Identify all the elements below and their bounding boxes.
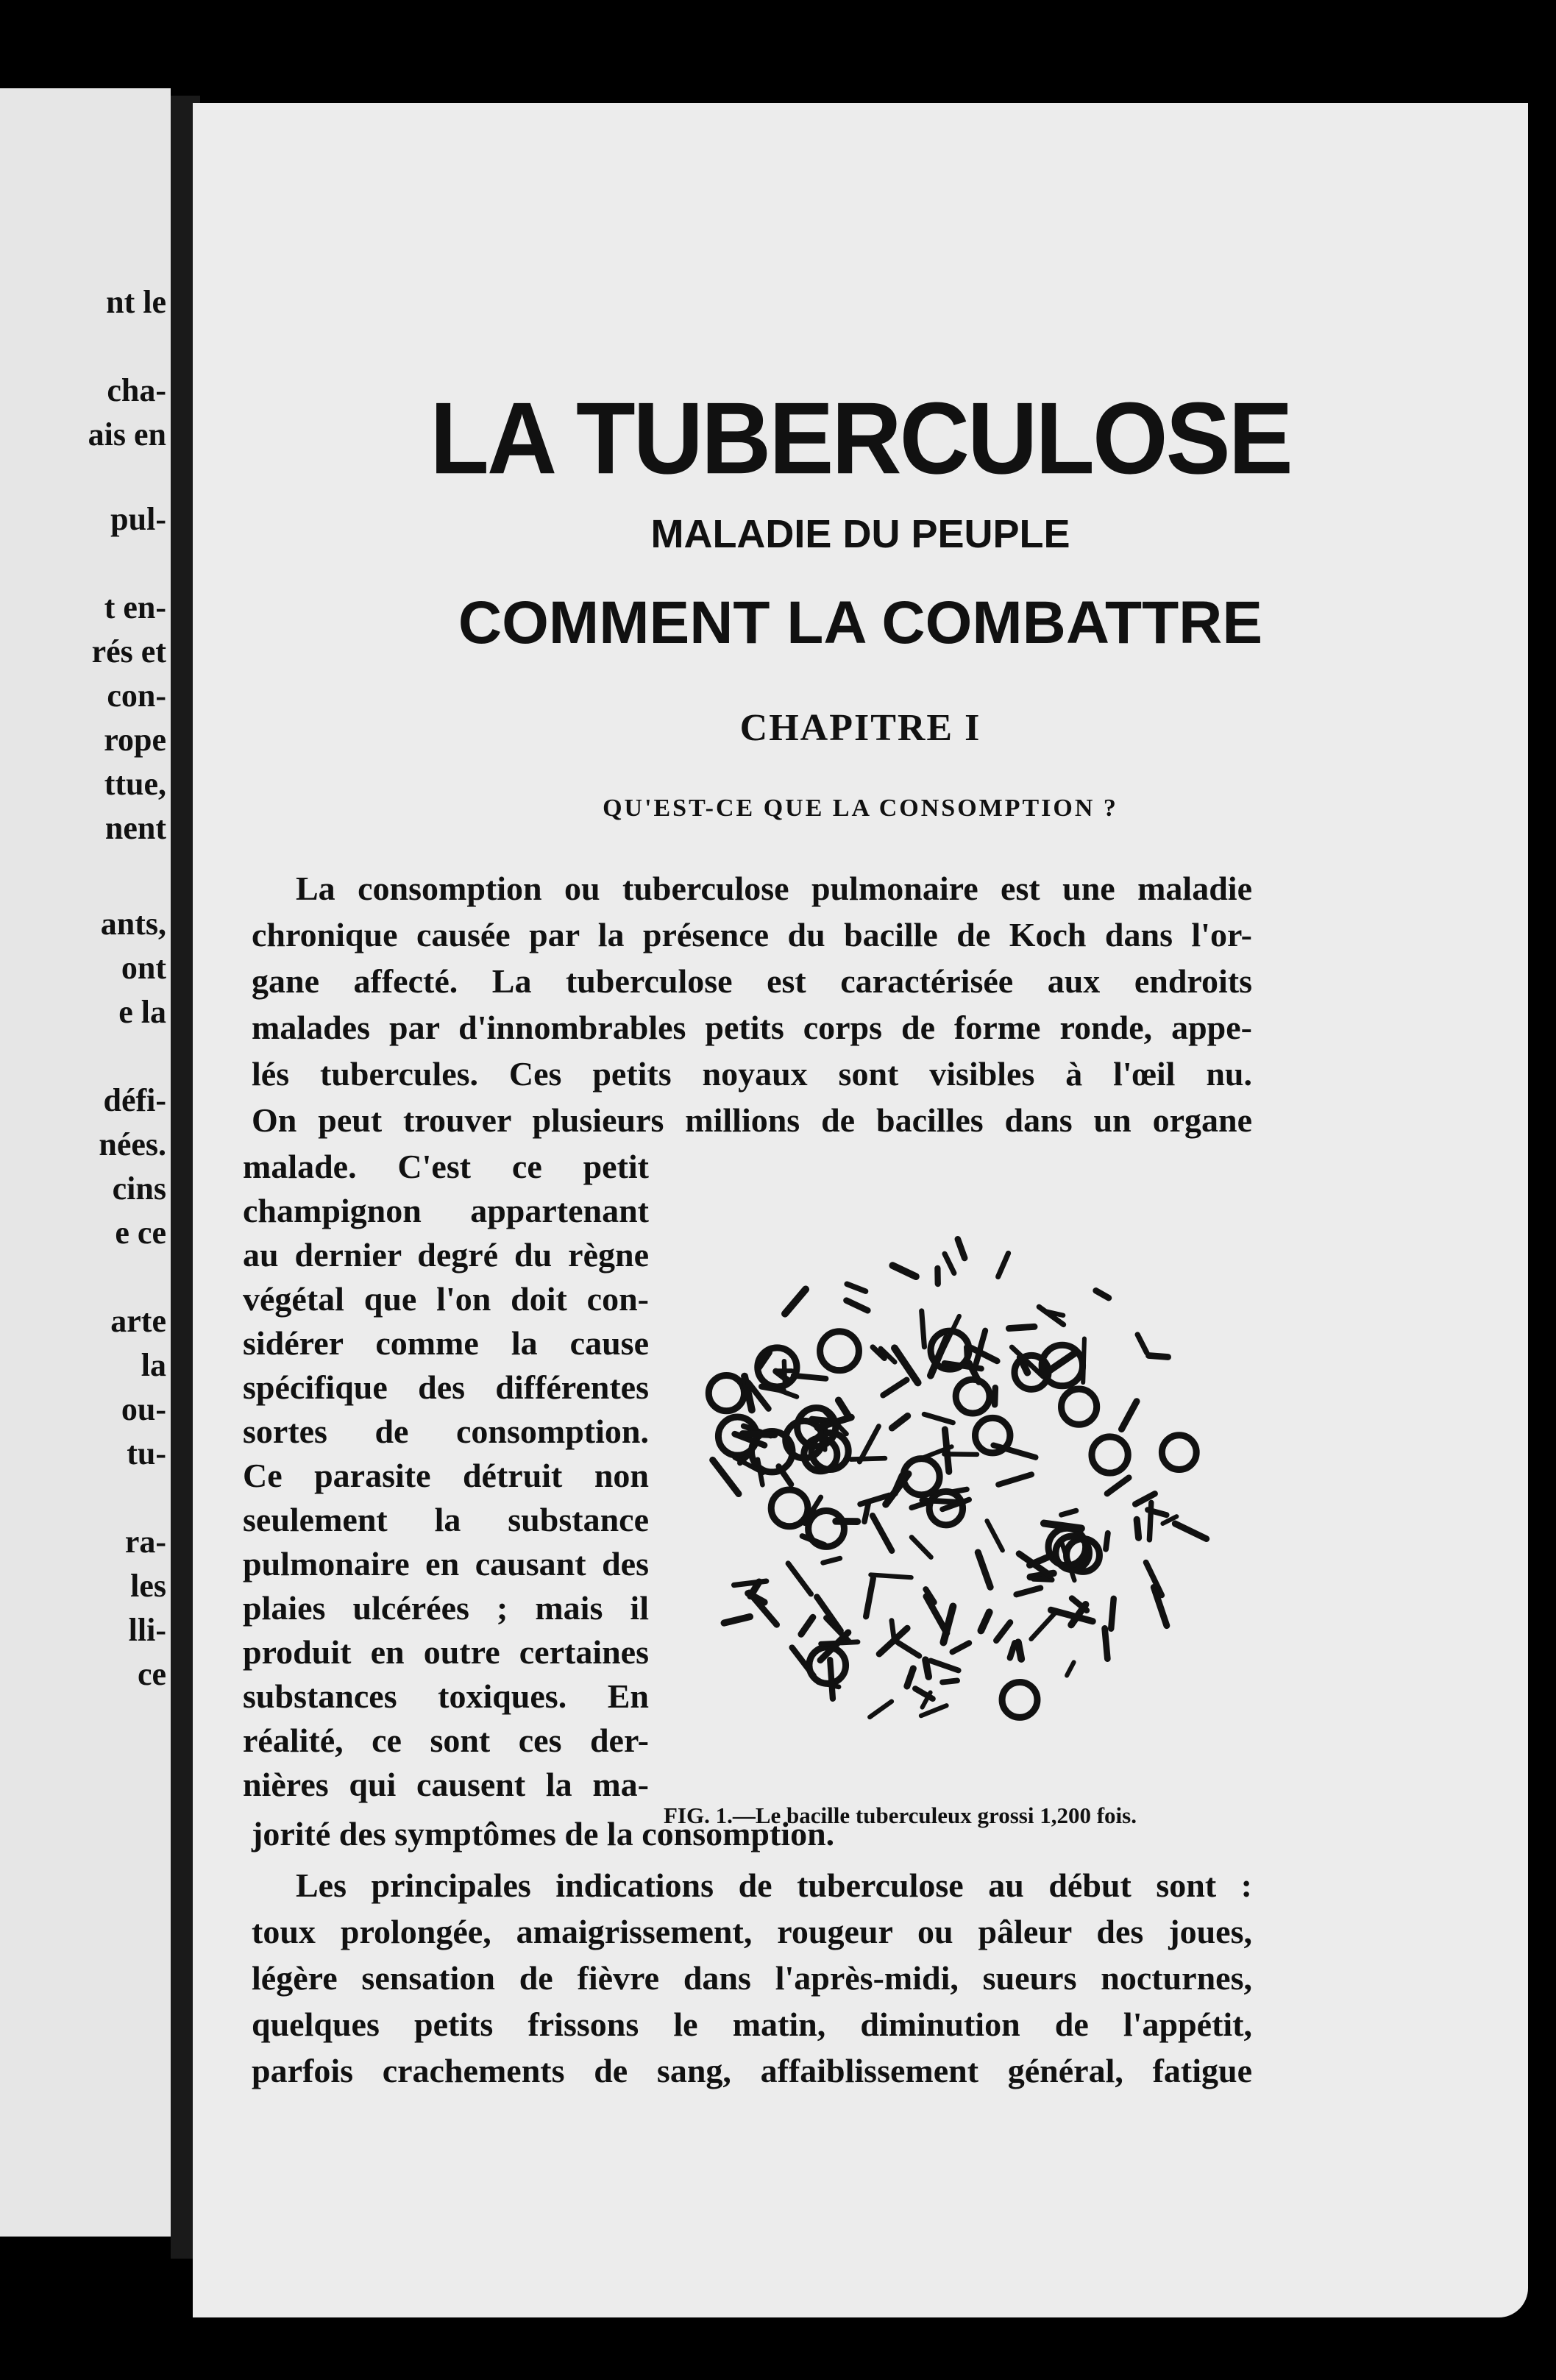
left-page-text-fragment: ants,: [100, 906, 166, 942]
bacillus-mark: [966, 1347, 967, 1364]
bacillus-mark: [801, 1617, 813, 1634]
body-line: sortes de consomption.: [243, 1413, 649, 1450]
left-page-text-fragment: cins: [112, 1171, 166, 1207]
body-line: Les principales indications de tuberculose au début sont :: [296, 1866, 1252, 1904]
body-line: parfois crachements de sang, affaiblissement général, fatigue: [252, 2052, 1252, 2089]
bacillus-mark: [1018, 1642, 1021, 1659]
bacillus-mark: [870, 1702, 892, 1717]
bacillus-mark: [931, 1660, 959, 1670]
bacillus-mark: [945, 1254, 954, 1273]
body-line: gane affecté. La tuberculose est caractérisée aux endroits: [252, 962, 1252, 1000]
bacillus-mark: [998, 1253, 1009, 1276]
bacillus-mark: [1009, 1326, 1034, 1328]
bacillus-mark: [830, 1660, 833, 1699]
bacillus-mark: [976, 1331, 985, 1364]
bacillus-mark: [892, 1621, 895, 1642]
left-page-text-fragment: les: [130, 1568, 166, 1604]
body-line: au dernier degré du règne: [243, 1236, 649, 1274]
bacillus-illustration: [671, 1192, 1230, 1758]
body-line: quelques petits frissons le matin, diminution de l'appétit,: [252, 2006, 1252, 2043]
page-title: LA TUBERCULOSE: [430, 381, 1291, 495]
cell-mark: [771, 1490, 808, 1527]
bacillus-mark: [898, 1643, 920, 1656]
body-line: chronique causée par la présence du bacille de Koch dans l'or-: [252, 916, 1252, 953]
left-page-text-fragment: pul-: [110, 501, 166, 537]
bacillus-mark: [742, 1434, 774, 1435]
left-page-text-fragment: con-: [107, 678, 166, 714]
left-page-text-fragment: ce: [137, 1656, 166, 1692]
body-line: plaies ulcérées ; mais il: [243, 1589, 649, 1627]
body-line: sidérer comme la cause: [243, 1324, 649, 1362]
body-line: végétal que l'on doit con-: [243, 1280, 649, 1318]
bacillus-mark: [1149, 1502, 1151, 1539]
bacillus-mark: [847, 1284, 865, 1291]
left-page-text-fragment: tu-: [127, 1435, 166, 1471]
bacillus-mark: [1034, 1579, 1052, 1580]
left-page-text-fragment: ou-: [121, 1391, 166, 1427]
bacillus-mark: [907, 1669, 913, 1686]
book-page: [193, 103, 1528, 2317]
bacillus-mark: [1107, 1477, 1129, 1493]
bacillus-mark: [1067, 1662, 1073, 1675]
bacillus-mark: [873, 1516, 892, 1551]
bacillus-mark: [864, 1504, 868, 1521]
body-line: seulement la substance: [243, 1501, 649, 1538]
bacillus-mark: [987, 1521, 1003, 1550]
left-page-text-fragment: arte: [110, 1303, 166, 1339]
bacillus-mark: [839, 1400, 849, 1416]
bacillus-mark: [895, 1476, 902, 1493]
body-line: Ce parasite détruit non: [243, 1457, 649, 1494]
body-line: On peut trouver plusieurs millions de bacilles dans un organe: [252, 1101, 1252, 1139]
body-line: réalité, ce sont ces der-: [243, 1722, 649, 1759]
bacillus-mark: [958, 1239, 964, 1258]
body-line: produit en outre certaines: [243, 1633, 649, 1671]
body-line: lés tubercules. Ces petits noyaux sont visibles à l'œil nu.: [252, 1055, 1252, 1093]
cell-mark: [1062, 1389, 1097, 1424]
bacillus-mark: [922, 1311, 925, 1347]
bacillus-mark: [926, 1660, 928, 1677]
body-line: pulmonaire en causant des: [243, 1545, 649, 1582]
cell-mark: [956, 1379, 990, 1413]
bacillus-mark: [1096, 1290, 1109, 1298]
page-subtitle-secondary: COMMENT LA COMBATTRE: [458, 589, 1263, 656]
bacillus-mark: [981, 1612, 989, 1630]
left-page-text-fragment: nées.: [99, 1126, 166, 1162]
body-line: champignon appartenant: [243, 1192, 649, 1229]
bacillus-mark: [998, 1474, 1031, 1485]
left-page-text-fragment: ais en: [88, 416, 166, 452]
bacillus-mark: [866, 1579, 873, 1617]
bacillus-mark: [846, 1301, 867, 1311]
bacillus-mark: [1062, 1510, 1076, 1515]
bacillus-mark: [892, 1265, 916, 1276]
left-page-text-fragment: e ce: [115, 1215, 166, 1251]
section-heading: QU'EST-CE QUE LA CONSOMPTION ?: [603, 795, 1118, 822]
bacillus-mark: [1137, 1335, 1147, 1353]
page-subtitle: MALADIE DU PEUPLE: [650, 512, 1070, 556]
bacillus-mark: [870, 1574, 911, 1577]
bacillus-mark: [724, 1617, 750, 1623]
bacillus-mark: [812, 1419, 831, 1421]
bacillus-mark: [785, 1289, 806, 1313]
left-page-text-fragment: ttue,: [104, 766, 166, 802]
bacillus-mark: [1010, 1643, 1015, 1658]
cell-mark: [708, 1375, 744, 1410]
bacillus-mark: [1111, 1599, 1114, 1629]
bacillus-mark: [945, 1429, 948, 1471]
body-line: malade. C'est ce petit: [243, 1148, 649, 1185]
bacillus-mark: [883, 1380, 906, 1396]
bacillus-mark: [978, 1552, 990, 1587]
left-page-text-fragment: ont: [121, 950, 166, 986]
cell-mark: [820, 1332, 859, 1371]
left-page-text-fragment: lli-: [128, 1612, 166, 1648]
cell-mark: [1162, 1435, 1196, 1470]
bacillus-mark: [794, 1376, 826, 1379]
bacillus-mark: [1083, 1339, 1084, 1382]
left-page-fragment: [0, 88, 171, 2237]
bacillus-mark: [823, 1558, 840, 1563]
left-page-text-fragment: défi-: [103, 1082, 166, 1118]
bacillus-mark: [1106, 1533, 1108, 1549]
bacillus-mark: [943, 1606, 953, 1642]
bacillus-mark: [892, 1416, 907, 1428]
bacillus-mark: [1031, 1613, 1055, 1639]
body-line: La consomption ou tuberculose pulmonaire est une maladie: [296, 870, 1252, 907]
cell-mark: [1092, 1437, 1128, 1473]
bacillus-mark: [950, 1489, 967, 1492]
bacillus-mark: [922, 1500, 959, 1502]
body-line: spécifique des différentes: [243, 1368, 649, 1406]
body-line: nières qui causent la ma-: [243, 1766, 649, 1803]
left-page-text-fragment: cha-: [107, 372, 166, 408]
figure-caption: FIG. 1.—Le bacille tuberculeux grossi 1,200 fois.: [664, 1802, 1137, 1828]
bacillus-mark: [996, 1622, 1010, 1641]
left-page-text-fragment: nent: [104, 810, 166, 846]
bacillus-mark: [1016, 1588, 1040, 1594]
bacillus-mark: [788, 1563, 811, 1594]
bacillus-mark: [784, 1361, 785, 1386]
chapter-heading: CHAPITRE I: [739, 707, 981, 749]
left-page-text-fragment: nt le: [106, 284, 166, 320]
body-line: légère sensation de fièvre dans l'après-midi, sueurs nocturnes,: [252, 1959, 1252, 1997]
body-line: jorité des symptômes de la consomption.: [252, 1815, 835, 1853]
left-page-text-fragment: e la: [118, 994, 166, 1030]
left-page-text-fragment: la: [141, 1347, 166, 1383]
bacillus-mark: [912, 1537, 931, 1557]
bacillus-mark: [713, 1460, 739, 1493]
bacillus-mark: [1105, 1628, 1108, 1658]
bacillus-mark: [942, 1680, 957, 1682]
bacillus-mark: [1175, 1524, 1207, 1539]
bacillus-mark: [924, 1414, 953, 1422]
left-page-text-fragment: rope: [104, 722, 166, 758]
cell-mark: [1002, 1682, 1037, 1717]
bacillus-mark: [1122, 1402, 1137, 1429]
left-page-text-fragment: ra-: [124, 1524, 166, 1560]
bacillus-mark: [1137, 1519, 1138, 1538]
body-line: toux prolongée, amaigrissement, rougeur ou pâleur des joues,: [252, 1913, 1252, 1950]
body-line: substances toxiques. En: [243, 1677, 649, 1715]
bacillus-mark: [952, 1643, 969, 1652]
body-line: malades par d'innombrables petits corps de forme ronde, appe-: [252, 1009, 1252, 1046]
left-page-text-fragment: t en-: [104, 589, 166, 625]
bacillus-mark: [1148, 1355, 1168, 1357]
bacillus-mark: [851, 1458, 885, 1459]
left-page-text-fragment: rés et: [91, 633, 166, 669]
bacillus-mark: [1044, 1524, 1081, 1529]
